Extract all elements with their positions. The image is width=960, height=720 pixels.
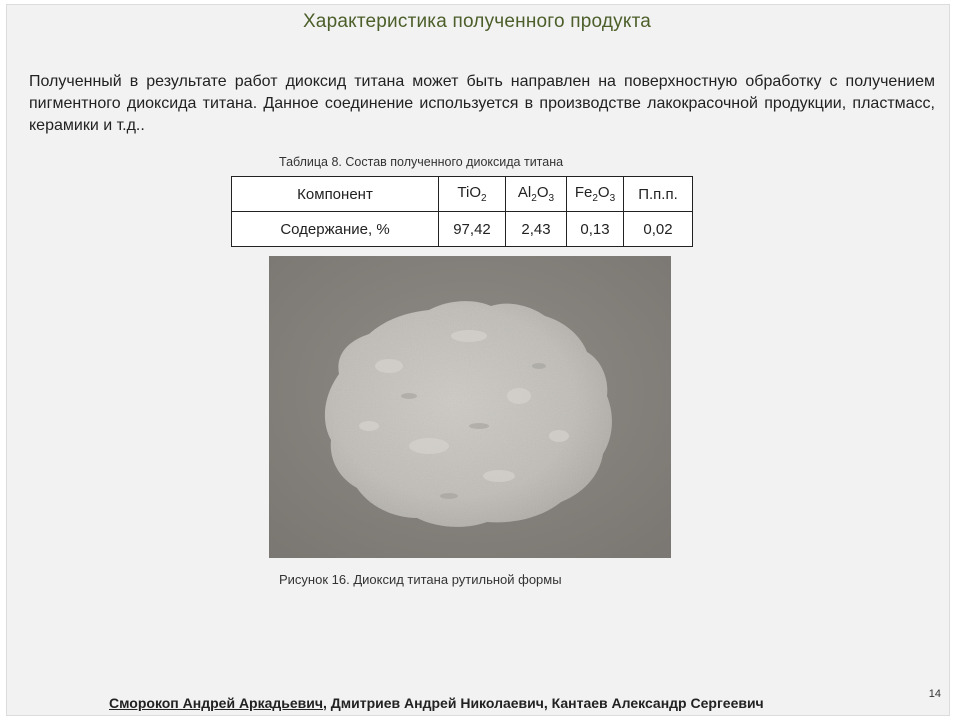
powder-pile-image bbox=[269, 256, 671, 558]
page-number: 14 bbox=[928, 688, 941, 700]
titanium-dioxide-photo bbox=[269, 256, 671, 558]
header-label-cell: Компонент bbox=[232, 177, 439, 212]
first-author-link[interactable]: Сморокоп Андрей Аркадьевич bbox=[109, 695, 324, 711]
component-cell-ppp: П.п.п. bbox=[624, 177, 693, 212]
intro-paragraph: Полученный в результате работ диоксид титана может быть направлен на поверхностную обработку с получением пигментного диоксида титана. Данное соединение используется в производстве лакокрасочной продукции, пластмасс, керамики и т.д.. bbox=[29, 73, 935, 134]
table-caption: Таблица 8. Состав полученного диоксида титана bbox=[279, 155, 564, 169]
component-cell-fe2o3: $Fe_2O_3$ bbox=[567, 177, 624, 212]
row-label-cell: Содержание, % bbox=[232, 212, 439, 247]
value-cell-tio2: 97,42 bbox=[439, 212, 506, 247]
component-cell-tio2: TiO$_2$ bbox=[439, 177, 506, 212]
authors-footer bbox=[109, 695, 764, 711]
slide bbox=[6, 4, 950, 716]
slide-title: Характеристика полученного продукта bbox=[302, 11, 652, 32]
value-cell-ppp: 0,02 bbox=[624, 212, 693, 247]
component-cell-al2o3: $Al_2O_3$ bbox=[506, 177, 567, 212]
table-value-row bbox=[232, 212, 693, 247]
composition-table bbox=[231, 176, 693, 247]
other-authors: , Дмитриев Андрей Николаевич, Кантаев Александр Сергеевич bbox=[323, 695, 764, 711]
value-cell-al2o3: 2,43 bbox=[506, 212, 567, 247]
table-header-row bbox=[232, 177, 693, 212]
value-cell-fe2o3: 0,13 bbox=[567, 212, 624, 247]
figure-caption: Рисунок 16. Диоксид титана рутильной формы bbox=[279, 572, 562, 587]
